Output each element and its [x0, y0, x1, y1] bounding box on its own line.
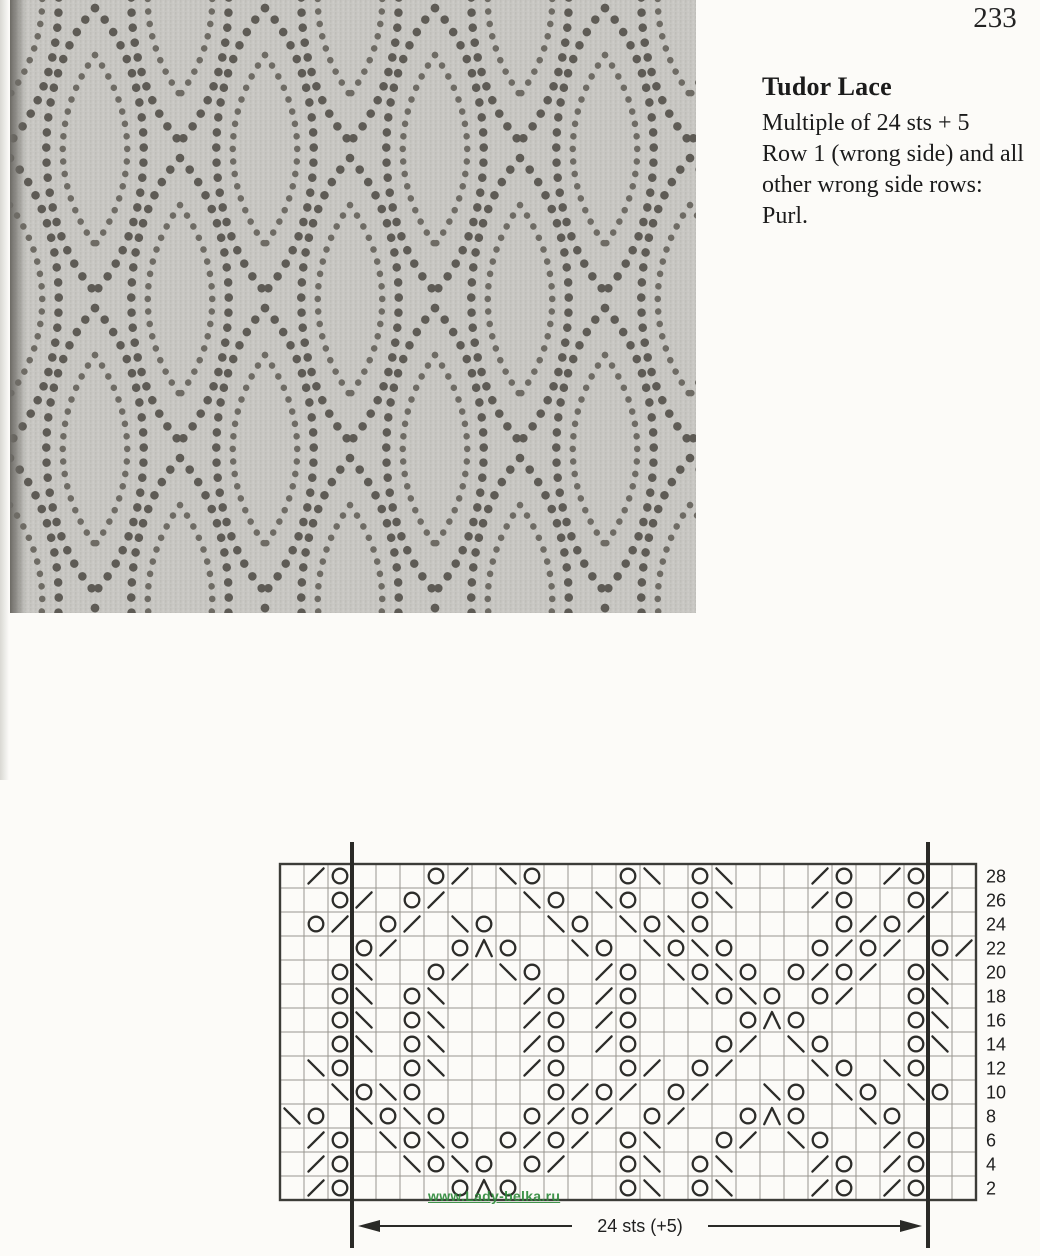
k2tog-symbol — [428, 892, 443, 907]
lace-swatch-photo — [10, 0, 696, 613]
yarn-over-symbol — [621, 1133, 636, 1148]
k2tog-symbol — [524, 1132, 539, 1147]
yarn-over-symbol — [693, 1157, 708, 1172]
yarn-over-symbol — [597, 941, 612, 956]
yarn-over-symbol — [573, 1109, 588, 1124]
k2tog-symbol — [836, 940, 851, 955]
yarn-over-symbol — [549, 1085, 564, 1100]
pattern-note-line-1: Row 1 (wrong side) and all — [762, 141, 1024, 167]
k2tog-symbol — [596, 1108, 611, 1123]
yarn-over-symbol — [477, 917, 492, 932]
yarn-over-symbol — [621, 869, 636, 884]
yarn-over-symbol — [909, 1157, 924, 1172]
ssk-symbol — [524, 892, 539, 907]
double-decrease-symbol — [764, 1012, 780, 1028]
yarn-over-symbol — [909, 893, 924, 908]
yarn-over-symbol — [333, 1013, 348, 1028]
ssk-symbol — [908, 1084, 923, 1099]
row-number-label: 14 — [986, 1034, 1007, 1055]
ssk-symbol — [620, 916, 635, 931]
ssk-symbol — [380, 1084, 395, 1099]
k2tog-symbol — [596, 988, 611, 1003]
yarn-over-symbol — [333, 1061, 348, 1076]
yarn-over-symbol — [621, 1181, 636, 1196]
yarn-over-symbol — [909, 989, 924, 1004]
yarn-over-symbol — [405, 1013, 420, 1028]
ssk-symbol — [548, 916, 563, 931]
yarn-over-symbol — [909, 1013, 924, 1028]
ssk-symbol — [404, 1156, 419, 1171]
row-number-label: 12 — [986, 1058, 1007, 1079]
yarn-over-symbol — [477, 1157, 492, 1172]
yarn-over-symbol — [693, 965, 708, 980]
pattern-title: Tudor Lace — [762, 72, 892, 101]
pattern-multiple-line: Multiple of 24 sts + 5 — [762, 110, 970, 136]
k2tog-symbol — [812, 892, 827, 907]
ssk-symbol — [644, 1132, 659, 1147]
yarn-over-symbol — [405, 893, 420, 908]
k2tog-symbol — [620, 1084, 635, 1099]
ssk-symbol — [404, 1108, 419, 1123]
ssk-symbol — [428, 1012, 443, 1027]
row-number-label: 26 — [986, 890, 1007, 911]
yarn-over-symbol — [909, 1133, 924, 1148]
ssk-symbol — [860, 1108, 875, 1123]
yarn-over-symbol — [861, 941, 876, 956]
yarn-over-symbol — [621, 1157, 636, 1172]
row-number-label: 16 — [986, 1010, 1007, 1031]
yarn-over-symbol — [693, 917, 708, 932]
k2tog-symbol — [548, 1108, 563, 1123]
k2tog-symbol — [524, 1036, 539, 1051]
row-number-label: 18 — [986, 986, 1007, 1007]
k2tog-symbol — [596, 1012, 611, 1027]
yarn-over-symbol — [789, 965, 804, 980]
yarn-over-symbol — [333, 1181, 348, 1196]
yarn-over-symbol — [693, 869, 708, 884]
k2tog-symbol — [524, 1060, 539, 1075]
k2tog-symbol — [308, 1180, 323, 1195]
k2tog-symbol — [740, 1132, 755, 1147]
yarn-over-symbol — [453, 1133, 468, 1148]
row-number-label: 6 — [986, 1130, 997, 1151]
k2tog-symbol — [332, 916, 347, 931]
k2tog-symbol — [956, 940, 971, 955]
ssk-symbol — [884, 1060, 899, 1075]
yarn-over-symbol — [621, 989, 636, 1004]
yarn-over-symbol — [381, 1109, 396, 1124]
yarn-over-symbol — [525, 869, 540, 884]
yarn-over-symbol — [501, 1133, 516, 1148]
yarn-over-symbol — [549, 1037, 564, 1052]
yarn-over-symbol — [357, 1085, 372, 1100]
k2tog-symbol — [884, 940, 899, 955]
yarn-over-symbol — [573, 917, 588, 932]
ssk-symbol — [692, 940, 707, 955]
repeat-width-label: 24 sts (+5) — [597, 1216, 683, 1236]
yarn-over-symbol — [909, 869, 924, 884]
yarn-over-symbol — [405, 1133, 420, 1148]
ssk-symbol — [644, 1180, 659, 1195]
yarn-over-symbol — [693, 893, 708, 908]
yarn-over-symbol — [333, 1157, 348, 1172]
yarn-over-symbol — [405, 1037, 420, 1052]
ssk-symbol — [428, 1036, 443, 1051]
row-number-label: 24 — [986, 914, 1007, 935]
ssk-symbol — [380, 1132, 395, 1147]
yarn-over-symbol — [525, 1157, 540, 1172]
yarn-over-symbol — [717, 1037, 732, 1052]
yarn-over-symbol — [789, 1085, 804, 1100]
k2tog-symbol — [596, 1036, 611, 1051]
yarn-over-symbol — [645, 1109, 660, 1124]
ssk-symbol — [284, 1108, 299, 1123]
ssk-symbol — [644, 868, 659, 883]
k2tog-symbol — [572, 1132, 587, 1147]
ssk-symbol — [668, 964, 683, 979]
k2tog-symbol — [572, 1084, 587, 1099]
ssk-symbol — [356, 988, 371, 1003]
yarn-over-symbol — [453, 941, 468, 956]
k2tog-symbol — [932, 892, 947, 907]
yarn-over-symbol — [741, 1109, 756, 1124]
ssk-symbol — [596, 892, 611, 907]
ssk-symbol — [356, 1012, 371, 1027]
k2tog-symbol — [836, 988, 851, 1003]
k2tog-symbol — [380, 940, 395, 955]
yarn-over-symbol — [597, 1085, 612, 1100]
row-number-label: 10 — [986, 1082, 1007, 1103]
yarn-over-symbol — [813, 989, 828, 1004]
yarn-over-symbol — [621, 1013, 636, 1028]
ssk-symbol — [932, 1012, 947, 1027]
ssk-symbol — [452, 1156, 467, 1171]
yarn-over-symbol — [333, 965, 348, 980]
yarn-over-symbol — [837, 1181, 852, 1196]
k2tog-symbol — [548, 1156, 563, 1171]
ssk-symbol — [740, 988, 755, 1003]
ssk-symbol — [932, 1036, 947, 1051]
k2tog-symbol — [812, 868, 827, 883]
k2tog-symbol — [452, 964, 467, 979]
k2tog-symbol — [404, 916, 419, 931]
yarn-over-symbol — [525, 1109, 540, 1124]
ssk-symbol — [356, 1108, 371, 1123]
row-number-label: 28 — [986, 866, 1007, 887]
yarn-over-symbol — [693, 1061, 708, 1076]
ssk-symbol — [716, 1180, 731, 1195]
yarn-over-symbol — [885, 917, 900, 932]
k2tog-symbol — [860, 964, 875, 979]
yarn-over-symbol — [717, 1133, 732, 1148]
yarn-over-symbol — [621, 1061, 636, 1076]
arrowhead-right-icon — [900, 1220, 922, 1232]
yarn-over-symbol — [357, 941, 372, 956]
yarn-over-symbol — [909, 1181, 924, 1196]
ssk-symbol — [644, 1156, 659, 1171]
k2tog-symbol — [524, 988, 539, 1003]
yarn-over-symbol — [549, 1013, 564, 1028]
k2tog-symbol — [524, 1012, 539, 1027]
ssk-symbol — [644, 940, 659, 955]
k2tog-symbol — [812, 1180, 827, 1195]
row-number-label: 8 — [986, 1106, 997, 1127]
k2tog-symbol — [908, 916, 923, 931]
k2tog-symbol — [740, 1036, 755, 1051]
ssk-symbol — [308, 1060, 323, 1075]
k2tog-symbol — [716, 1060, 731, 1075]
k2tog-symbol — [884, 1132, 899, 1147]
ssk-symbol — [428, 988, 443, 1003]
k2tog-symbol — [812, 1156, 827, 1171]
yarn-over-symbol — [861, 1085, 876, 1100]
ssk-symbol — [668, 916, 683, 931]
ssk-symbol — [788, 1132, 803, 1147]
double-decrease-symbol — [764, 1108, 780, 1124]
k2tog-symbol — [860, 916, 875, 931]
pattern-info — [762, 72, 1032, 232]
k2tog-symbol — [692, 1084, 707, 1099]
yarn-over-symbol — [501, 941, 516, 956]
ssk-symbol — [836, 1084, 851, 1099]
yarn-over-symbol — [333, 989, 348, 1004]
yarn-over-symbol — [837, 917, 852, 932]
yarn-over-symbol — [837, 965, 852, 980]
yarn-over-symbol — [837, 869, 852, 884]
yarn-over-symbol — [525, 965, 540, 980]
ssk-symbol — [452, 916, 467, 931]
ssk-symbol — [764, 1084, 779, 1099]
yarn-over-symbol — [645, 917, 660, 932]
yarn-over-symbol — [549, 893, 564, 908]
k2tog-symbol — [308, 1132, 323, 1147]
yarn-over-symbol — [429, 869, 444, 884]
yarn-over-symbol — [549, 989, 564, 1004]
ssk-symbol — [332, 1084, 347, 1099]
ssk-symbol — [692, 988, 707, 1003]
row-number-label: 4 — [986, 1154, 997, 1175]
yarn-over-symbol — [429, 965, 444, 980]
yarn-over-symbol — [741, 1013, 756, 1028]
double-decrease-symbol — [476, 940, 492, 956]
yarn-over-symbol — [813, 1037, 828, 1052]
yarn-over-symbol — [741, 965, 756, 980]
arrowhead-left-icon — [358, 1220, 380, 1232]
yarn-over-symbol — [717, 941, 732, 956]
yarn-over-symbol — [333, 1037, 348, 1052]
knitting-chart-svg — [260, 836, 1040, 1256]
yarn-over-symbol — [669, 941, 684, 956]
ssk-symbol — [428, 1060, 443, 1075]
yarn-over-symbol — [933, 1085, 948, 1100]
knitting-chart — [260, 836, 1040, 1256]
ssk-symbol — [812, 1060, 827, 1075]
yarn-over-symbol — [909, 965, 924, 980]
ssk-symbol — [572, 940, 587, 955]
ssk-symbol — [428, 1132, 443, 1147]
yarn-over-symbol — [933, 941, 948, 956]
yarn-over-symbol — [549, 1061, 564, 1076]
yarn-over-symbol — [429, 1109, 444, 1124]
yarn-over-symbol — [789, 1013, 804, 1028]
ssk-symbol — [356, 964, 371, 979]
yarn-over-symbol — [621, 1037, 636, 1052]
yarn-over-symbol — [405, 1061, 420, 1076]
k2tog-symbol — [644, 1060, 659, 1075]
chart-grid — [280, 864, 976, 1200]
yarn-over-symbol — [333, 893, 348, 908]
ssk-symbol — [716, 892, 731, 907]
ssk-symbol — [716, 1156, 731, 1171]
yarn-over-symbol — [621, 893, 636, 908]
k2tog-symbol — [668, 1108, 683, 1123]
yarn-over-symbol — [333, 1133, 348, 1148]
yarn-over-symbol — [309, 1109, 324, 1124]
ssk-symbol — [932, 988, 947, 1003]
yarn-over-symbol — [765, 989, 780, 1004]
yarn-over-symbol — [309, 917, 324, 932]
yarn-over-symbol — [717, 989, 732, 1004]
yarn-over-symbol — [333, 869, 348, 884]
row-number-label: 20 — [986, 962, 1007, 983]
lace-swatch-image — [10, 0, 696, 613]
ssk-symbol — [716, 964, 731, 979]
yarn-over-symbol — [813, 1133, 828, 1148]
k2tog-symbol — [884, 868, 899, 883]
yarn-over-symbol — [405, 989, 420, 1004]
yarn-over-symbol — [693, 1181, 708, 1196]
watermark-text: www.Lady-belka.ru — [428, 1188, 561, 1204]
k2tog-symbol — [308, 1156, 323, 1171]
yarn-over-symbol — [813, 941, 828, 956]
yarn-over-symbol — [405, 1085, 420, 1100]
ssk-symbol — [356, 1036, 371, 1051]
ssk-symbol — [500, 868, 515, 883]
row-number-label: 22 — [986, 938, 1007, 959]
k2tog-symbol — [452, 868, 467, 883]
yarn-over-symbol — [837, 893, 852, 908]
k2tog-symbol — [884, 1156, 899, 1171]
k2tog-symbol — [596, 964, 611, 979]
k2tog-symbol — [812, 964, 827, 979]
ssk-symbol — [932, 964, 947, 979]
yarn-over-symbol — [549, 1133, 564, 1148]
yarn-over-symbol — [621, 965, 636, 980]
ssk-symbol — [500, 964, 515, 979]
yarn-over-symbol — [429, 1157, 444, 1172]
k2tog-symbol — [356, 892, 371, 907]
yarn-over-symbol — [381, 917, 396, 932]
pattern-note-line-2: other wrong side rows: Purl. — [762, 172, 983, 229]
yarn-over-symbol — [837, 1061, 852, 1076]
yarn-over-symbol — [909, 1061, 924, 1076]
ssk-symbol — [716, 868, 731, 883]
k2tog-symbol — [884, 1180, 899, 1195]
row-number-label: 2 — [986, 1178, 997, 1199]
ssk-symbol — [788, 1036, 803, 1051]
yarn-over-symbol — [789, 1109, 804, 1124]
yarn-over-symbol — [885, 1109, 900, 1124]
k2tog-symbol — [308, 868, 323, 883]
yarn-over-symbol — [669, 1085, 684, 1100]
yarn-over-symbol — [909, 1037, 924, 1052]
page-number: 233 — [973, 2, 1017, 34]
yarn-over-symbol — [837, 1157, 852, 1172]
